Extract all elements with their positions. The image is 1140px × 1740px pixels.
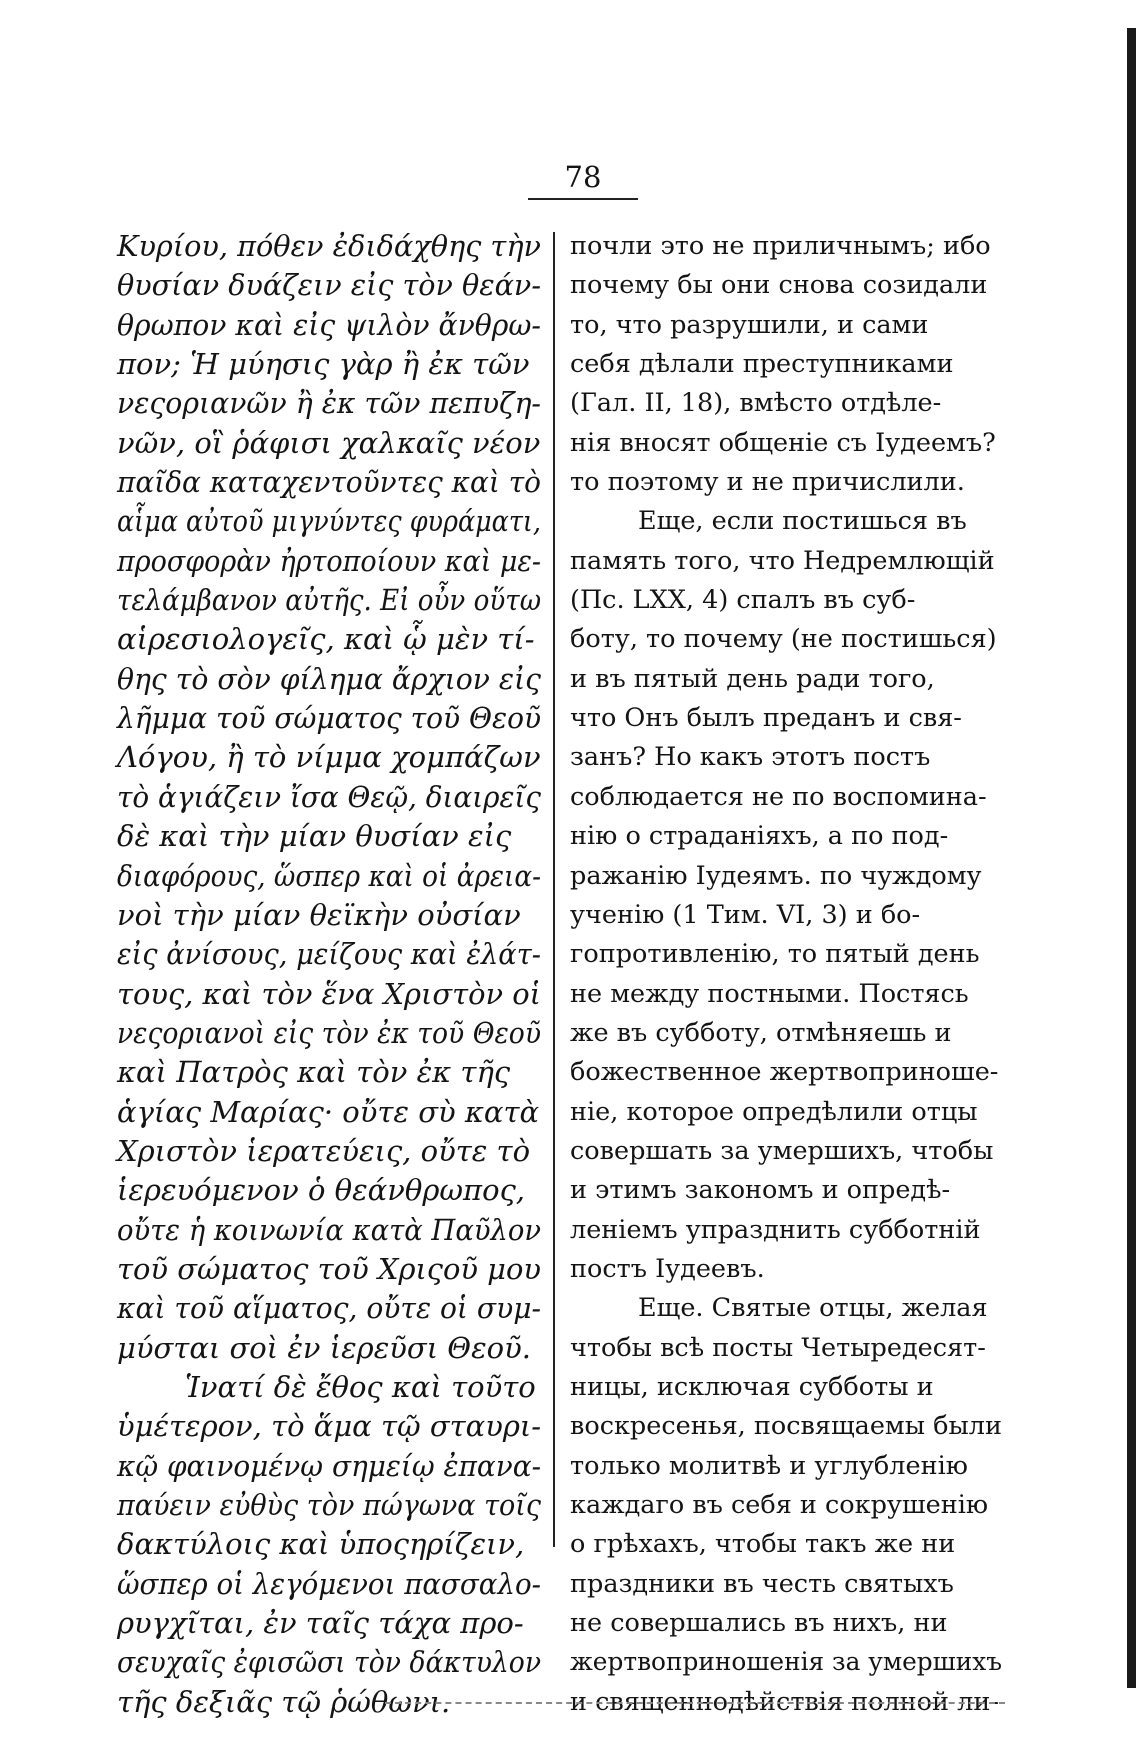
- russian-line: и священнодѣйствія полной ли-: [570, 1686, 999, 1717]
- russian-line: и этимъ закономъ и опредѣ-: [570, 1175, 951, 1206]
- greek-line: τελάμβανον αὐτῆς. Εἰ οὖν οὕτω: [117, 583, 542, 618]
- greek-line: Λόγου, ἢ τὸ νίμμα χομπάζων: [117, 740, 541, 775]
- russian-line: почему бы они снова созидали: [570, 270, 988, 301]
- greek-line: θρωπον καὶ εἰς ψιλὸν ἄνθρω-: [117, 307, 541, 342]
- russian-line: о грѣхахъ, чтобы такъ же ни: [570, 1529, 956, 1560]
- russian-line: ніе, которое опредѣлили отцы: [570, 1096, 978, 1127]
- greek-line: προσφορὰν ἠρτοποίουν καὶ με-: [117, 543, 541, 578]
- russian-line: леніемъ упразднить субботній: [570, 1214, 981, 1245]
- greek-line: θης τὸ σὸν φίλημα ἄρχιον εἰς: [117, 661, 541, 696]
- greek-line: παῖδα καταχεντοῦντες καὶ τὸ: [117, 465, 542, 500]
- russian-line: что Онъ былъ преданъ и свя-: [570, 703, 962, 734]
- russian-line: только молитвѣ и углубленію: [570, 1450, 968, 1481]
- greek-line: δακτύλοις καὶ ὑποςηρίζειν,: [117, 1527, 525, 1562]
- russian-line: чтобы всѣ посты Четыредесят-: [570, 1332, 986, 1363]
- greek-line: τοῦ σώματος τοῦ Χριςοῦ μου: [117, 1251, 541, 1286]
- russian-line: ницы, исключая субботы и: [570, 1371, 934, 1402]
- russian-line: совершать за умершихъ, чтобы: [570, 1135, 994, 1166]
- greek-line: ἱερευόμενον ὁ θεάνθρωπος,: [117, 1173, 526, 1208]
- greek-line: αἷμα αὐτοῦ μιγνύντες φυράματι,: [117, 504, 542, 539]
- greek-column: [117, 227, 541, 1722]
- greek-paragraph-start: Ἱνατί δὲ ἔθος καὶ τοῦτο: [185, 1369, 536, 1404]
- russian-paragraph-start: Еще, если постишься въ: [638, 506, 967, 537]
- russian-line: каждаго въ себя и сокрушенію: [570, 1490, 989, 1520]
- russian-paragraph-start: Еще. Святые отцы, желая: [638, 1293, 988, 1324]
- greek-line: Χριστὸν ἱερατεύεις, οὔτε τὸ: [117, 1133, 531, 1168]
- russian-line: не совершались въ нихъ, ни: [570, 1608, 948, 1639]
- russian-line: нія вносят общеніе съ Іудеемъ?: [570, 427, 996, 458]
- page-number: 78: [564, 160, 602, 194]
- greek-line: εἰς ἀνίσους, μείζους καὶ ἐλάτ-: [117, 937, 541, 972]
- russian-line: занъ? Но какъ этотъ постъ: [570, 742, 931, 773]
- russian-line: и въ пятый день ради того,: [570, 663, 935, 694]
- russian-line: не между постными. Постясь: [570, 978, 969, 1009]
- greek-line: πον; Ἡ μύησις γὰρ ἢ ἐκ τῶν: [117, 347, 530, 382]
- greek-line: καὶ τοῦ αἵματος, οὔτε οἱ συμ-: [117, 1291, 541, 1326]
- footer-print-marks: [385, 1702, 1005, 1706]
- greek-line: ὥσπερ οἱ λεγόμενοι πασσαλο-: [117, 1566, 541, 1601]
- russian-line: ражанію Іудеямъ. по чуждому: [570, 860, 982, 891]
- greek-line: τῆς δεξιᾶς τῷ ῥώθωνι.: [117, 1684, 451, 1719]
- column-divider: [553, 232, 555, 1547]
- greek-line: ἁγίας Μαρίας· οὔτε σὺ κατὰ: [117, 1094, 540, 1129]
- greek-line: θυσίαν δυάζειν εἰς τὸν θεάν-: [117, 268, 542, 303]
- russian-line: себя дѣлали преступниками: [570, 349, 954, 380]
- russian-line: боту, то почему (не постишься): [570, 624, 997, 655]
- russian-line: то поэтому и не причислили.: [570, 467, 965, 498]
- russian-line: (Пс. LXX, 4) спалъ въ суб-: [570, 585, 916, 616]
- russian-line: же въ субботу, отмѣняешь и: [570, 1017, 952, 1048]
- greek-line: οὔτε ἡ κοινωνία κατὰ Παῦλον: [117, 1212, 541, 1247]
- russian-line: (Гал. II, 18), вмѣсто отдѣле-: [570, 388, 942, 419]
- russian-line: соблюдается не по воспомина-: [570, 781, 987, 812]
- greek-line: νεςοριανῶν ἢ ἐκ τῶν πεπυζη-: [117, 386, 541, 421]
- russian-line: то, что разрушили, и сами: [570, 309, 929, 340]
- greek-line: αἱρεσιολογεῖς, καὶ ᾧ μὲν τί-: [117, 622, 535, 657]
- greek-line: σευχαῖς ἐφισῶσι τὸν δάκτυλον: [117, 1645, 542, 1680]
- greek-line: τους, καὶ τὸν ἕνα Χριστὸν οἱ: [117, 976, 541, 1011]
- greek-line: μύσται σοὶ ἐν ἱερεῦσι Θεοῦ.: [117, 1330, 531, 1365]
- russian-line: гопротивленію, то пятый день: [570, 939, 980, 970]
- greek-line: παύειν εὐθὺς τὸν πώγωνα τοῖς: [117, 1488, 542, 1522]
- russian-line: жертвоприношенія за умершихъ: [570, 1647, 1003, 1678]
- russian-line: память того, что Недремлющій: [570, 545, 995, 576]
- greek-line: διαφόρους, ὥσπερ καὶ οἱ ἀρεια-: [117, 858, 541, 893]
- greek-line: νῶν, οἳ ῥάφισι χαλκαῖς νέον: [117, 425, 541, 460]
- greek-line: τὸ ἁγιάζειν ἴσα Θεῷ, διαιρεῖς: [117, 779, 542, 814]
- russian-column: [570, 227, 1002, 1722]
- russian-line: ученію (1 Тим. VI, 3) и бо-: [570, 899, 921, 930]
- greek-line: κῷ φαινομένῳ σημείῳ ἐπανα-: [117, 1448, 542, 1483]
- greek-line: νεςοριανοὶ εἰς τὸν ἐκ τοῦ Θεοῦ: [117, 1015, 542, 1050]
- greek-line: καὶ Πατρὸς καὶ τὸν ἐκ τῆς: [117, 1055, 511, 1090]
- greek-line: λῆμμα τοῦ σώματος τοῦ Θεοῦ: [117, 701, 542, 736]
- russian-line: воскресенья, посвящаемы были: [570, 1411, 1003, 1442]
- page-edge-shadow: [1127, 28, 1136, 1688]
- greek-line: δὲ καὶ τὴν μίαν θυσίαν εἰς: [117, 819, 512, 854]
- russian-line: божественное жертвоприноше-: [570, 1057, 999, 1088]
- greek-line: ὑμέτερον, τὸ ἅμα τῷ σταυρι-: [117, 1409, 542, 1444]
- greek-line: νοὶ τὴν μίαν θεϊκὴν οὐσίαν: [117, 897, 521, 932]
- russian-line: праздники въ честь святыхъ: [570, 1568, 954, 1599]
- russian-line: почли это не приличнымъ; ибо: [570, 231, 991, 261]
- greek-line: Κυρίου, πόθεν ἐδιδάχθης τὴν: [117, 229, 542, 263]
- page-number-rule: [528, 198, 638, 200]
- greek-line: ρυγχῖται, ἐν ταῖς τάχα προ-: [117, 1606, 524, 1641]
- russian-line: нію о страданіяхъ, а по под-: [570, 821, 949, 852]
- russian-line: постъ Іудеевъ.: [570, 1253, 765, 1284]
